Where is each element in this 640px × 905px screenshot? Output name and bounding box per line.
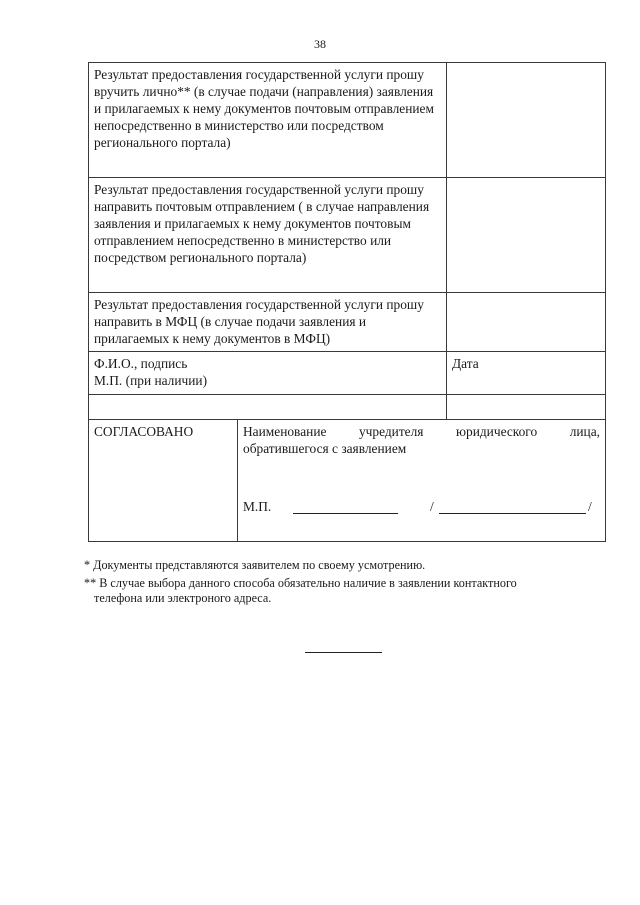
delivery-option-post-mark-cell[interactable] [447, 178, 606, 293]
end-separator-line [305, 652, 382, 653]
signature-entry-row [89, 395, 606, 420]
application-form-table [88, 62, 606, 542]
stamp-label-approval: М.П. [243, 499, 272, 514]
footnote-2 [84, 576, 598, 607]
approval-row [89, 420, 606, 542]
fio-signature-label: Ф.И.О., подпись [94, 356, 188, 371]
delivery-option-mfc-text: Результат предоставления государственной услуги прошу направить в МФЦ (в случае подачи заявления и прилагаемых к нему документов в МФЦ) [89, 293, 447, 352]
delivery-option-personal-mark-cell[interactable] [447, 63, 606, 178]
footnote-2-cont: телефона или электроного адреса. [94, 591, 272, 605]
approved-label: СОГЛАСОВАНО [89, 420, 238, 541]
stamp-label: М.П. (при наличии) [94, 373, 208, 388]
footnotes [84, 558, 598, 609]
delivery-option-mfc-mark-cell[interactable] [447, 293, 606, 352]
separator-slash: / [430, 499, 434, 514]
founder-name-label: Наименование учредителя юридического лица, [243, 424, 600, 439]
delivery-option-row [89, 178, 606, 293]
delivery-option-post-text: Результат предоставления государственной услуги прошу направить почтовым отправлением ( в случае направления заявления и прилагаемых к нему документов почтовым отправлением непосредственно в министерство или посредством регионального портала) [89, 178, 447, 293]
approval-inner-table [89, 420, 605, 541]
separator-slash-end: / [588, 499, 592, 514]
signature-blank[interactable] [293, 513, 398, 514]
fio-signature-cell[interactable] [89, 352, 447, 395]
signature-row [89, 352, 606, 395]
date-label: Дата [452, 356, 479, 371]
name-blank[interactable] [439, 513, 586, 514]
page-number: 38 [314, 37, 326, 51]
stamp-signature-line [243, 498, 605, 518]
date-entry-cell[interactable] [447, 395, 606, 420]
fio-signature-entry-cell[interactable] [89, 395, 447, 420]
footnote-2-start: ** В случае выбора данного способа обязательно наличие в заявлении контактного [84, 575, 517, 590]
footnote-1: * Документы представляются заявителем по своему усмотрению. [84, 558, 426, 572]
date-cell[interactable] [447, 352, 606, 395]
founder-name-label-cont: обратившегося с заявлением [243, 441, 407, 456]
founder-block [238, 420, 606, 541]
delivery-option-row [89, 63, 606, 178]
delivery-option-personal-text: Результат предоставления государственной услуги прошу вручить лично** (в случае подачи (направления) заявления и прилагаемых к нему документов почтовым отправлением непосредственно в министерство или посредством регионального портала) [89, 63, 447, 178]
delivery-option-row [89, 293, 606, 352]
